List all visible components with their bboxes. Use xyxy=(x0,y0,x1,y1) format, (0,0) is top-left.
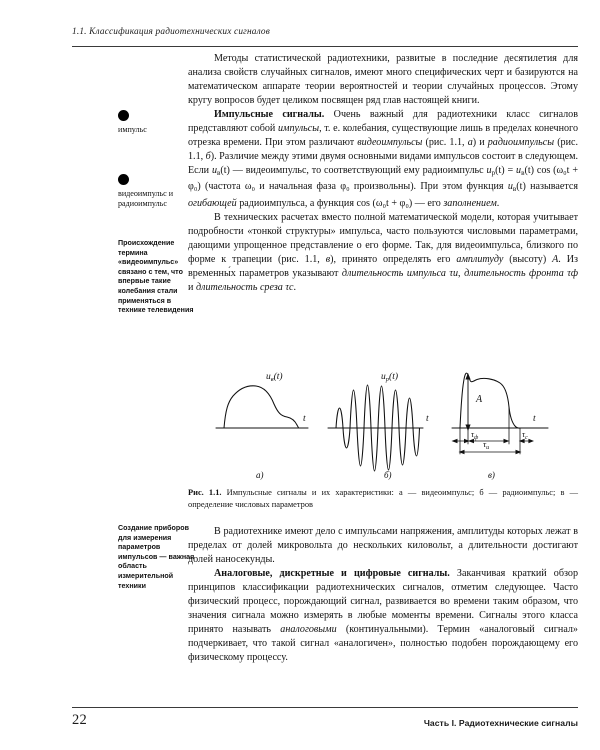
panel-v-caption-letter: в) xyxy=(488,470,495,480)
margin-note-instruments: Создание приборов для измерения параметров импульсов — важная область измерительной техники xyxy=(118,524,195,590)
running-head-text: 1.1. Классификация радиотехнических сигналов xyxy=(72,27,270,37)
paragraph-statistical-methods: Методы статистической радиотехники, развитые в последние десятилетия для анализа свойств случайных сигналов, имеют много специфических черт и базируются на математическом аппарате теории вероятностей и теории случайных процессов. Этому кругу вопросов будет целиком посвящен ряд глав настоящей книги. xyxy=(188,53,578,107)
panel-v-axis-label: t xyxy=(533,414,536,424)
panel-v-front-label: $\tau_ф$ xyxy=(471,430,479,441)
figure-caption xyxy=(188,487,578,510)
run-in-heading-impulse-signals: Импульсные сигналы. xyxy=(214,109,325,121)
figure-1-1 xyxy=(188,352,578,484)
running-head-rule xyxy=(72,46,578,47)
panel-b-axis-label: t xyxy=(426,414,429,424)
panel-a-curve-label: $u_в(t)$ xyxy=(266,372,283,384)
margin-term-impulse xyxy=(22,110,174,135)
panel-v-duration-label: $\tau_и$ xyxy=(483,439,490,451)
margin-term-label: видеоимпульс и радиоимпульс xyxy=(118,189,174,209)
panel-b-curve-label: $u_р(t)$ xyxy=(381,372,399,384)
bullet-dot-icon xyxy=(118,174,129,185)
figure-caption-number: Рис. 1.1. xyxy=(188,488,222,497)
front-duration-dimension xyxy=(452,439,470,443)
paragraph-impulse-signals: Импульсные сигналы. Очень важный для радиотехники класс сигналов представляют собой импульсы, т. е. колебания, существующие лишь в пределах конечного отрезка времени. При этом различают видеоимпульсы (рис. 1.1, а) и радиоимпульсы (рис. 1.1, б). Различие между этими двумя основными видами импульсов состоит в следующем. Если $u_в(t)$ — видеоимпульс, то соответствующий ему радиоимпульс $u_р(t) = u_в(t)$ cos (ω₀t + φ₀) (частота ω₀ и начальная фаза φ₀ произвольны). При этом функция $u_в(t)$ называется огибающей радиоимпульса, а функция cos (ω₀t + φ₀) — его заполнением. xyxy=(188,109,579,209)
margin-note-video-origin: Происхождение термина «видеоимпульс» связано с тем, что впервые такие колебания стали применяться в технике телевидения xyxy=(118,239,194,315)
paragraph-numeric-parameters: В технических расчетах вместо полной математической модели, которая учитывает подробности «тонкой структуры» импульса, часто пользуются числовыми параметрами, дающими упрощенное представление о его форме. Так, для видеоимпульса, близкого по форме к трапеции (рис. 1.1, в), принято определять его амплитуду (высоту) A. Из временны́х параметров указывают длительность импульса τи, длительность фронта τф и длительность среза τс. xyxy=(188,211,579,293)
footer-part-title: Часть I. Радиотехнические сигналы xyxy=(423,718,578,728)
figure-caption-text: Импульсные сигналы и их характеристики: а — видеоимпульс; б — радиоимпульс; в — определение числовых параметров xyxy=(188,488,578,509)
panel-a-videopulse xyxy=(216,386,308,428)
running-head xyxy=(72,27,578,37)
paragraph-analog-discrete-digital: Аналоговые, дискретные и цифровые сигналы. Заканчивая краткий обзор принципов классификации радиотехнических сигналов, отметим следующее. Часто физический процесс, порождающий сигнал, развивается во времени таким образом, что значения сигнала можно измерять в любые моменты времени. Сигналы этого класса принято называть аналоговыми (континуальными). Термин «аналоговый сигнал» подчеркивает, что такой сигнал «аналогичен», полностью подобен порождающему его физическому процессу. xyxy=(188,568,578,664)
panel-v-amplitude-label: A xyxy=(476,394,483,405)
panel-v-fall-label: $\tau_с$ xyxy=(522,430,528,441)
panel-b-caption-letter: б) xyxy=(384,470,392,480)
body-text-column-lower xyxy=(188,525,578,665)
body-text-column xyxy=(188,52,578,295)
panel-a-caption-letter: а) xyxy=(256,470,264,480)
amplitude-arrow xyxy=(465,373,470,431)
margin-term-video-radio-impulse xyxy=(22,174,174,210)
run-in-heading-analog-signals: Аналоговые, дискретные и цифровые сигналы. xyxy=(214,568,450,580)
paragraph-voltage-impulses: В радиотехнике имеют дело с импульсами напряжения, амплитуды которых лежат в пределах от долей микровольта до нескольких киловольт, а длительности достигают долей наносекунды. xyxy=(188,526,578,566)
overall-duration-dimension xyxy=(459,450,522,454)
page-number: 22 xyxy=(72,712,88,728)
panel-b-radiopulse xyxy=(328,385,423,471)
figure-1-1-svg xyxy=(188,352,578,484)
bullet-dot-icon xyxy=(118,110,129,121)
footer-rule xyxy=(72,707,578,708)
panel-a-axis-label: t xyxy=(303,414,306,424)
margin-term-label: импульс xyxy=(118,125,147,134)
